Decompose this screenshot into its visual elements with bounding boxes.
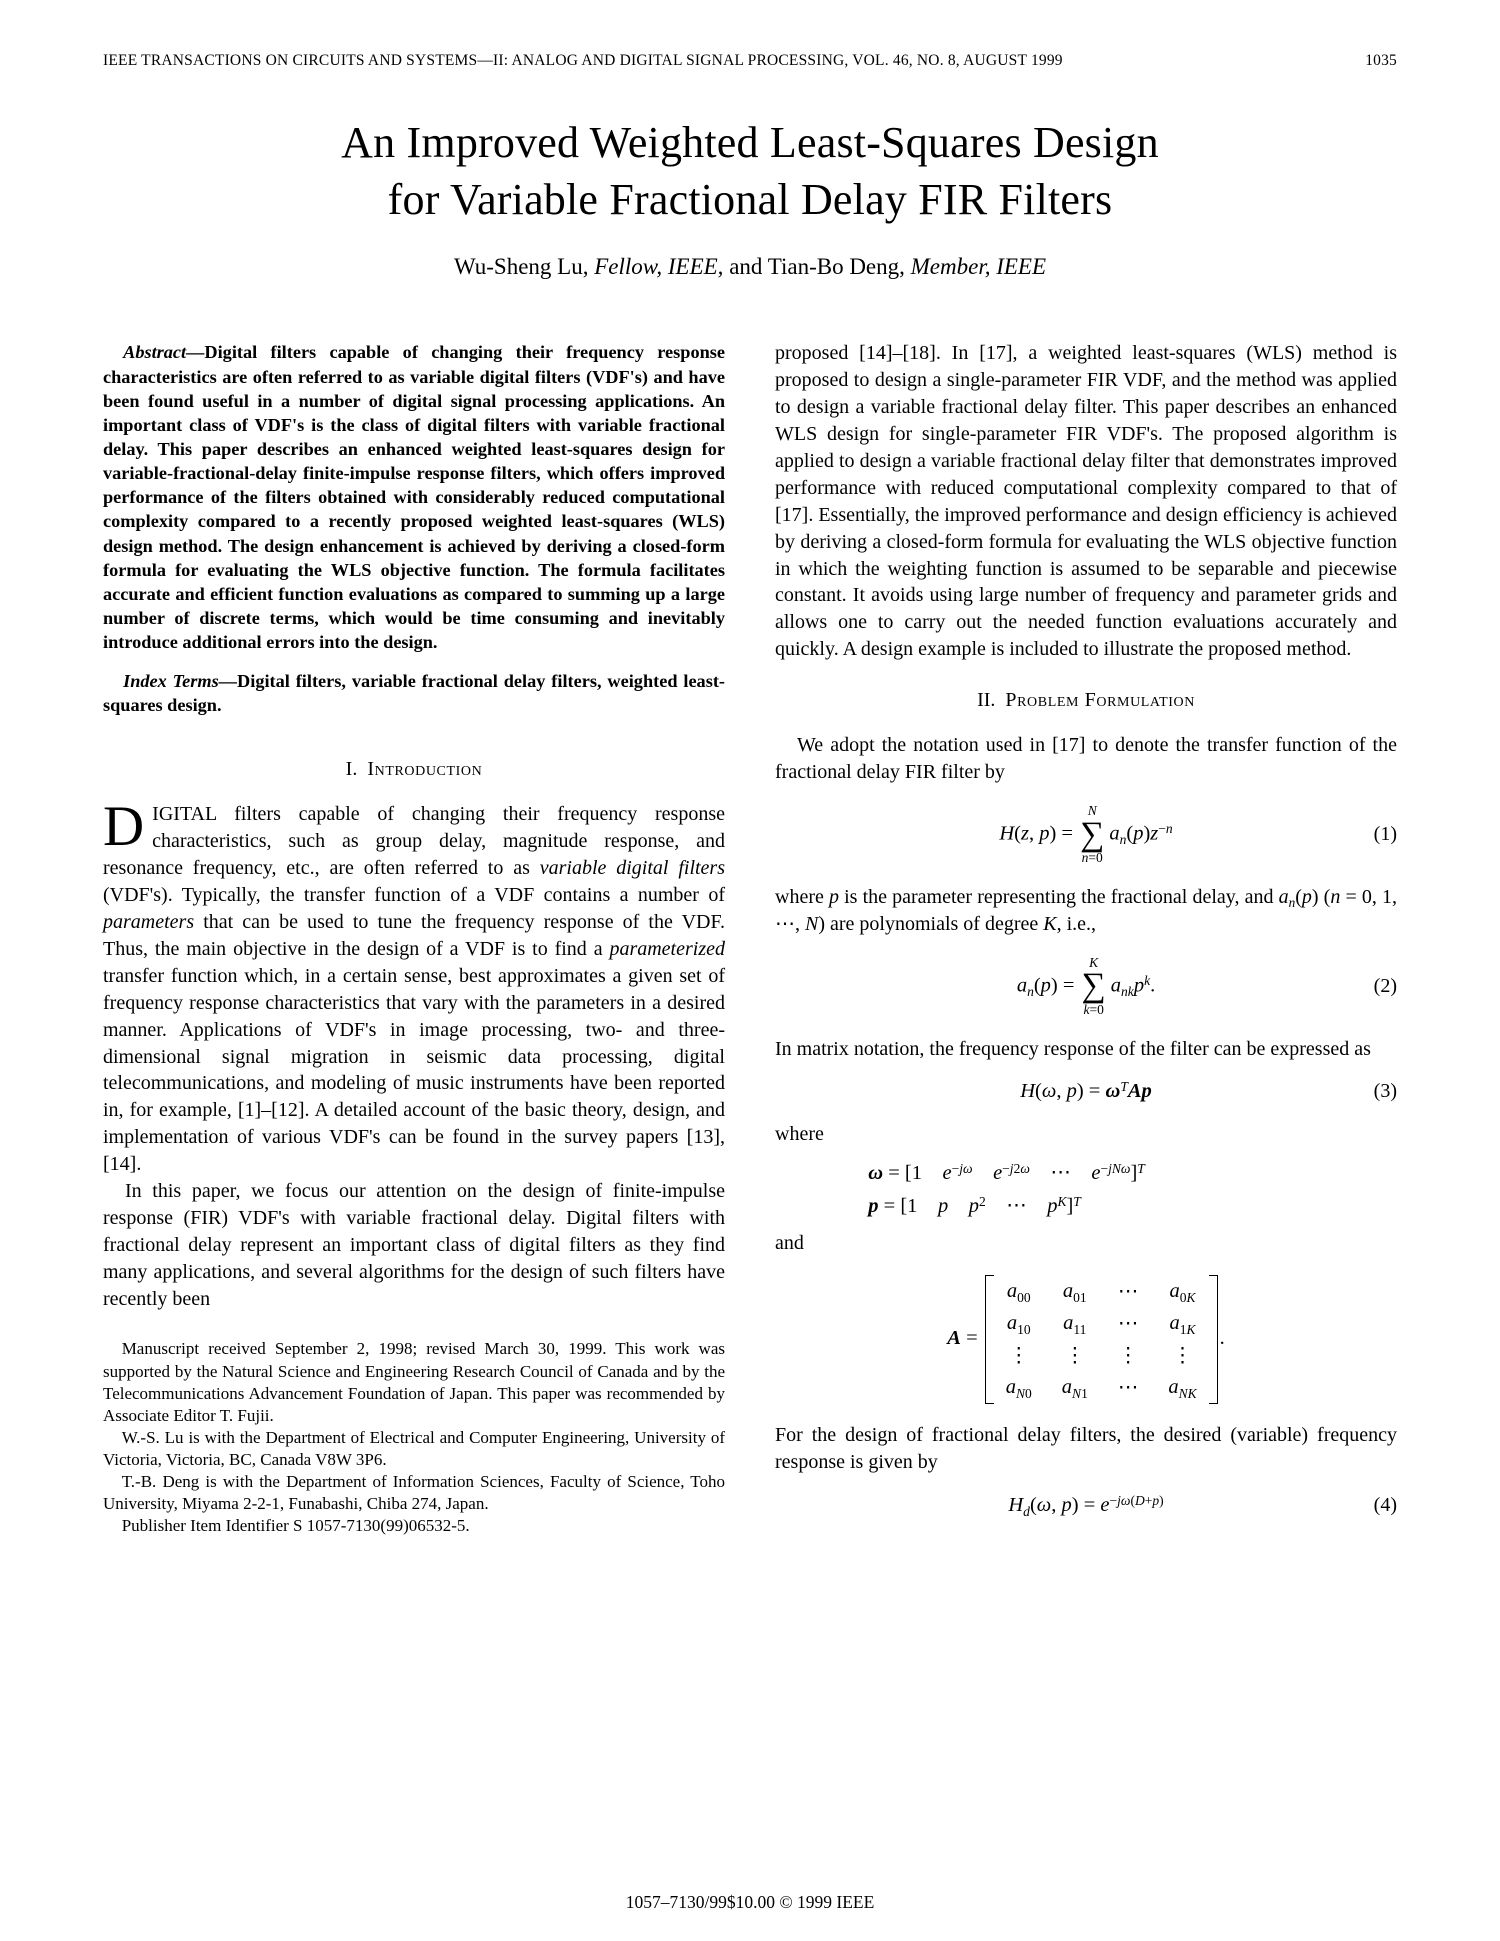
omega-vector-definition: ω = [1 $e^{-j\omega}$ $e^{-j2\omega}$ ⋯ $e^{-jN\omega}]^T$ [868, 1161, 1145, 1185]
section-number: I. [345, 758, 358, 781]
equation-2-formula: $a_n(p)$ = K ∑ k=0 $a_{nk}p^k$. [1016, 954, 1156, 1017]
section-title: Introduction [367, 758, 483, 781]
equation-3-number: (3) [1373, 1080, 1397, 1103]
abstract-label: Abstract— [123, 342, 205, 363]
abstract [103, 340, 725, 654]
right-column [775, 340, 1397, 1537]
equation-1 [775, 804, 1397, 866]
equation-4-formula: $H_d(\omega$, $p) = e^{-j\omega(D+p)}$ [1008, 1492, 1164, 1519]
paper-title [103, 114, 1397, 228]
drop-cap: D [103, 795, 145, 859]
footnote-author-2: T.-B. Deng is with the Department of Information Sciences, Faculty of Science, Toho University, Miyama 2-2-1, Funabashi, Chiba 274, Japan. [103, 1471, 725, 1514]
running-header [103, 52, 1397, 70]
equation-4 [775, 1494, 1397, 1517]
paper-title-line2: for Variable Fractional Delay FIR Filters [387, 175, 1113, 225]
problem-paragraph-3: In matrix notation, the frequency response of the filter can be expressed as [775, 1037, 1371, 1060]
problem-paragraph-1: We adopt the notation used in [17] to denote the transfer function of the fractional delay FIR filter by [775, 734, 1397, 783]
matrix-a-definition [775, 1275, 1397, 1404]
footnote-manuscript: Manuscript received September 2, 1998; revised March 30, 1999. This work was supported by the Natural Science and Engineering Research Council of Canada and by the Telecommunications Advancement Foundation of Japan. This paper was recommended by Associate Editor T. Fujii. [103, 1339, 725, 1425]
author-1-name: Wu-Sheng Lu, [453, 254, 595, 280]
matrix-a-formula: A = $a_{00}$ $a_{01}$ ⋯ $a_{0K}$ $a_{10}$ $a_{11}$ ⋯ $a_{1K}$ ⋮ ⋮ ⋮ ⋮ $a_{N0}$ $a_{N1}$ ⋯ $a_{NK}$ . [947, 1275, 1224, 1404]
page-number: 1035 [1365, 52, 1397, 69]
equation-3 [775, 1080, 1397, 1103]
footnotes [103, 1312, 725, 1537]
paper-title-line1: An Improved Weighted Least-Squares Design [341, 118, 1159, 167]
section-heading-introduction [103, 758, 725, 781]
section-heading-problem-formulation [775, 689, 1397, 712]
problem-paragraph-2: where p is the parameter representing the fractional delay, and $a_n(p) (n = 0$, 1, ⋯, N) are polynomials of degree K, i.e., [775, 885, 1397, 935]
vector-definitions [868, 1160, 1397, 1218]
intro-paragraph-2: In this paper, we focus our attention on the design of finite-impulse response (FIR) VDF's with variable fractional delay. Digital filters with fractional delay represent an important class of digital filters as they find many applications, and several algorithms for the design of such filters have recently been [103, 1179, 725, 1310]
footnote-author-1: W.-S. Lu is with the Department of Electrical and Computer Engineering, University of Victoria, Victoria, BC, Canada V8W 3P6. [103, 1427, 725, 1469]
equation-3-formula: H(ω, $p) = \omega^TAp$ [1020, 1079, 1152, 1103]
intro-continuation-paragraph: proposed [14]–[18]. In [17], a weighted least-squares (WLS) method is proposed to design a single-parameter FIR VDF, and the method was applied to design a variable fractional delay filter. This paper describes an enhanced WLS design for single-parameter FIR VDF's. The proposed algorithm is applied to design a variable fractional delay filter that demonstrates improved performance with reduced computational complexity compared to that of [17]. Essentially, the improved performance and design efficiency is achieved by deriving a closed-form formula for evaluating the WLS objective function in which the weighting function is assumed to be separable and piecewise constant. It avoids using large number of frequency and parameter grids and allows one to carry out the needed function evaluations accurately and quickly. A design example is included to illustrate the proposed method. [775, 342, 1397, 661]
and-word: and [775, 1232, 804, 1255]
equation-2-number: (2) [1373, 975, 1397, 998]
p-vector-definition: p = [1 p $p^2$ ⋯ $p^K]^T$ [868, 1194, 1081, 1218]
author-1-role: Fellow, IEEE, [594, 254, 724, 280]
equation-1-number: (1) [1373, 823, 1397, 846]
author-2-role: Member, IEEE [910, 254, 1047, 280]
index-terms-text: Digital filters, variable fractional delay filters, weighted least-squares design. [103, 671, 725, 716]
authors-connector: and Tian-Bo Deng, [723, 254, 911, 280]
equation-2 [775, 956, 1397, 1018]
copyright-footer: 1057–7130/99$10.00 © 1999 IEEE [625, 1892, 875, 1912]
footnote-publisher-id: Publisher Item Identifier S 1057-7130(99)06532-5. [121, 1516, 470, 1536]
authors-line [103, 254, 1397, 280]
index-terms [103, 669, 725, 717]
abstract-text: Digital filters capable of changing their frequency response characteristics are often referred to as variable digital filters (VDF's) and have been found useful in a number of digital signal processing applications. An important class of VDF's is the class of digital filters with variable fractional delay. This paper describes an enhanced weighted least-squares design for variable-fractional-delay finite-impulse response filters, which offers improved performance of the filters obtained with considerably reduced computational complexity compared to a recently proposed weighted least-squares (WLS) design method. The design enhancement is achieved by deriving a closed-form formula for evaluating the WLS objective function. The formula facilitates accurate and efficient function evaluations as compared to summing up a large number of discrete terms, which would be time consuming and inevitably introduce additional errors into the design. [103, 342, 725, 653]
index-terms-label: Index Terms— [123, 671, 238, 692]
left-column [103, 340, 725, 1537]
intro-paragraph-1-text: IGITAL filters capable of changing their frequency response characteristics, such as group delay, magnitude response, and resonance frequency, etc., are often referred to as variable digital filters (VDF's). Typically, the transfer function of a VDF contains a number of parameters that can be used to tune the frequency response of the VDF. Thus, the main objective in the design of a VDF is to find a parameterized transfer function which, in a certain sense, best approximates a given set of frequency response characteristics that vary with the parameters in a desired manner. Applications of VDF's in image processing, two- and three-dimensional signal migration in seismic data processing, digital telecommunications, and modeling of music instruments have been reported in, for example, [1]–[12]. A detailed account of the basic theory, design, and implementation of various VDF's can be found in the survey papers [13], [14]. [103, 803, 726, 1176]
equation-1-formula: H(z, p) = N ∑ n=0 $a_n(p)z^{-n}$ [999, 802, 1173, 865]
equation-4-number: (4) [1373, 1494, 1397, 1517]
section-title: Problem Formulation [1005, 689, 1195, 712]
where-word: where [775, 1123, 824, 1146]
two-column-body [103, 340, 1397, 1537]
problem-paragraph-4: For the design of fractional delay filters, the desired (variable) frequency response is given by [775, 1424, 1397, 1474]
journal-name: IEEE TRANSACTIONS ON CIRCUITS AND SYSTEMS—II: ANALOG AND DIGITAL SIGNAL PROCESSING, VOL. 46, NO. 8, AUGUST 1999 [103, 52, 1063, 69]
intro-paragraph-1 [103, 795, 726, 1177]
section-number: II. [977, 689, 996, 712]
